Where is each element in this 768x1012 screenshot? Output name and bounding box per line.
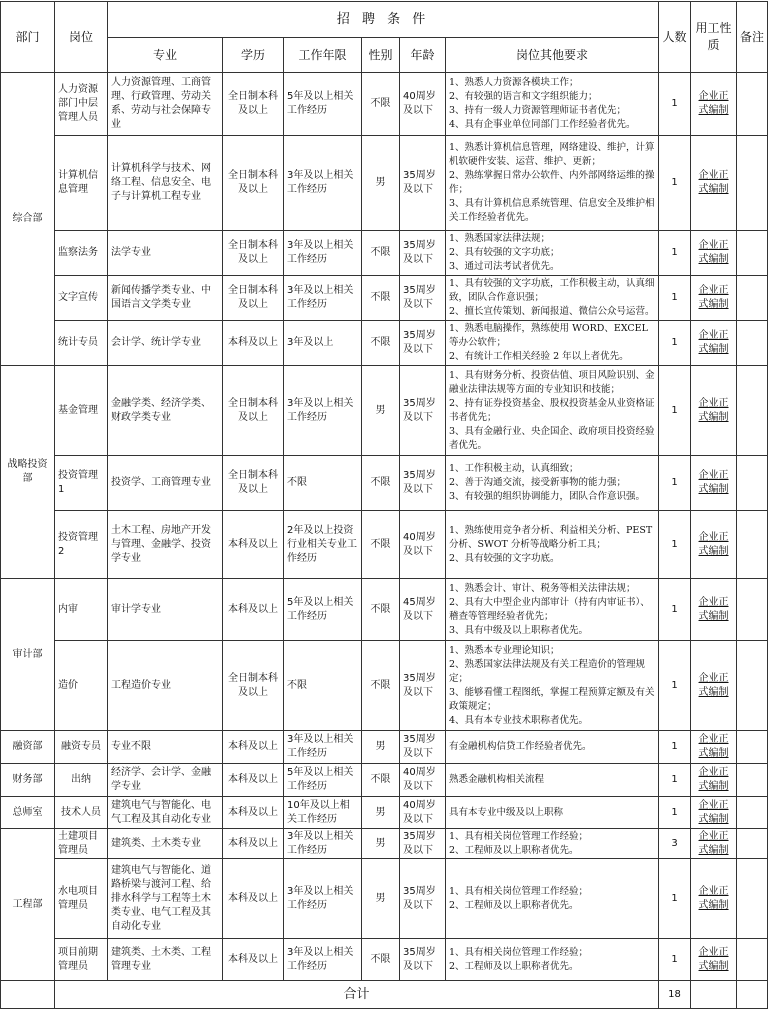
employment-type-cell: 企业正式编制	[691, 829, 737, 859]
table-row	[1, 859, 768, 939]
major-cell: 建筑类、土木类、工程管理专业	[108, 939, 223, 981]
requirement-line: 1、工作积极主动，认真细致；	[449, 463, 579, 474]
recruitment-table	[0, 1, 768, 1009]
work-years-cell: 3年及以上相关工作经历	[284, 231, 362, 276]
major-cell: 建筑类、土木类专业	[108, 829, 223, 859]
age-cell: 35周岁及以下	[400, 321, 446, 366]
header-headcount: 人数	[659, 2, 691, 73]
requirements-cell	[446, 73, 659, 136]
work-years-cell: 3年及以上相关工作经历	[284, 366, 362, 456]
work-years-cell: 不限	[284, 456, 362, 511]
requirements-cell	[446, 511, 659, 579]
major-cell: 建筑电气与智能化、电气工程及其自动化专业	[108, 797, 223, 829]
gender-cell: 男	[362, 136, 400, 231]
header-department: 部门	[1, 2, 55, 73]
work-years-cell: 2年及以上投资行业相关专业工作经历	[284, 511, 362, 579]
table-row	[1, 579, 768, 641]
gender-cell: 男	[362, 797, 400, 829]
education-cell: 全日制本科及以上	[223, 456, 284, 511]
work-years-cell: 3年及以上相关工作经历	[284, 136, 362, 231]
gender-cell: 不限	[362, 641, 400, 731]
requirement-line: 3、通过司法考试者优先。	[449, 261, 560, 272]
requirements-cell	[446, 276, 659, 321]
employment-type-cell: 企业正式编制	[691, 366, 737, 456]
requirement-line: 具有本专业中级及以上职称	[449, 806, 564, 818]
requirements-cell	[446, 231, 659, 276]
department-cell: 综合部	[1, 73, 55, 366]
headcount-cell: 1	[659, 731, 691, 764]
remark-cell	[737, 276, 768, 321]
header-other-requirements: 岗位其他要求	[446, 38, 659, 73]
requirement-line: 1、熟悉本专业理论知识；	[449, 644, 560, 656]
requirements-cell	[446, 641, 659, 731]
age-cell: 40周岁及以下	[400, 797, 446, 829]
gender-cell: 男	[362, 366, 400, 456]
position-cell: 监察法务	[55, 231, 108, 276]
employment-type-cell: 企业正式编制	[691, 511, 737, 579]
position-cell: 文字宣传	[55, 276, 108, 321]
gender-cell: 不限	[362, 321, 400, 366]
table-row	[1, 939, 768, 981]
headcount-cell: 1	[659, 641, 691, 731]
total-headcount: 18	[659, 981, 691, 1009]
gender-cell: 男	[362, 731, 400, 764]
work-years-cell: 5年及以上相关工作经历	[284, 579, 362, 641]
gender-cell: 不限	[362, 73, 400, 136]
table-row	[1, 731, 768, 764]
work-years-cell: 10年及以上相关工作经历	[284, 797, 362, 829]
headcount-cell: 1	[659, 231, 691, 276]
major-cell: 金融学类、经济学类、财政学类专业	[108, 366, 223, 456]
requirement-line: 2、工程师及以上职称者优先。	[449, 899, 579, 911]
education-cell: 本科及以上	[223, 764, 284, 797]
gender-cell: 不限	[362, 764, 400, 797]
major-cell: 投资学、工商管理专业	[108, 456, 223, 511]
header-work-years: 工作年限	[284, 38, 362, 73]
position-cell: 统计专员	[55, 321, 108, 366]
table-row	[1, 366, 768, 456]
major-cell: 审计学专业	[108, 579, 223, 641]
work-years-cell: 3年及以上相关工作经历	[284, 939, 362, 981]
remark-cell	[737, 136, 768, 231]
requirement-line: 1、具有较强的文字功底，工作积极主动，认真细致，团队合作意识强；	[449, 278, 655, 303]
major-cell: 专业不限	[108, 731, 223, 764]
remark-cell	[737, 366, 768, 456]
employment-type-cell: 企业正式编制	[691, 731, 737, 764]
employment-type-cell: 企业正式编制	[691, 276, 737, 321]
table-row	[1, 641, 768, 731]
remark-cell	[737, 641, 768, 731]
major-cell: 人力资源管理、工商管理、行政管理、劳动关系、劳动与社会保障专业	[108, 73, 223, 136]
requirement-line: 3、持有一级人力资源管理师证书者优先；	[449, 105, 627, 116]
table-body	[1, 73, 768, 981]
requirement-line: 1、熟悉电脑操作，熟练使用 WORD、EXCEL 等办公软件；	[449, 323, 648, 348]
table-row	[1, 321, 768, 366]
education-cell: 本科及以上	[223, 511, 284, 579]
remark-cell	[737, 731, 768, 764]
table-row	[1, 829, 768, 859]
headcount-cell: 1	[659, 73, 691, 136]
table-row	[1, 276, 768, 321]
header-conditions: 招 聘 条 件	[108, 2, 659, 38]
requirements-cell	[446, 731, 659, 764]
headcount-cell: 1	[659, 321, 691, 366]
age-cell: 35周岁及以下	[400, 859, 446, 939]
education-cell: 本科及以上	[223, 797, 284, 829]
table-row	[1, 456, 768, 511]
total-row	[1, 981, 768, 1009]
headcount-cell: 1	[659, 511, 691, 579]
requirement-line: 2、工程师及以上职称者优先。	[449, 960, 579, 972]
major-cell: 新闻传播学类专业、中国语言文学类专业	[108, 276, 223, 321]
age-cell: 35周岁及以下	[400, 641, 446, 731]
department-cell: 融资部	[1, 731, 55, 764]
requirements-cell	[446, 859, 659, 939]
education-cell: 本科及以上	[223, 321, 284, 366]
age-cell: 35周岁及以下	[400, 366, 446, 456]
age-cell: 35周岁及以下	[400, 231, 446, 276]
requirements-cell	[446, 136, 659, 231]
education-cell: 全日制本科及以上	[223, 276, 284, 321]
age-cell: 40周岁及以下	[400, 764, 446, 797]
requirement-line: 1、具有财务分析、投资估值、项目风险识别、金融业法律法规等方面的专业知识和技能；	[449, 369, 655, 395]
headcount-cell: 1	[659, 764, 691, 797]
header-education: 学历	[223, 38, 284, 73]
header-remarks: 备注	[737, 2, 768, 73]
department-cell: 战略投资部	[1, 366, 55, 579]
total-remark-empty	[737, 981, 768, 1009]
requirement-line: 2、持有证券投资基金、股权投资基金从业资格证书者优先；	[449, 397, 655, 423]
remark-cell	[737, 231, 768, 276]
education-cell: 本科及以上	[223, 859, 284, 939]
department-cell: 总师室	[1, 797, 55, 829]
requirement-line: 2、有统计工作相关经验 2 年以上者优先。	[449, 351, 629, 362]
education-cell: 本科及以上	[223, 579, 284, 641]
table-row	[1, 136, 768, 231]
requirement-line: 1、熟悉计算机信息管理，网络建设、维护，计算机软硬件安装、运营、维护、更新；	[449, 142, 655, 167]
requirement-line: 2、具有较强的文字功底。	[449, 552, 560, 564]
requirements-cell	[446, 797, 659, 829]
education-cell: 全日制本科及以上	[223, 366, 284, 456]
major-cell: 经济学、会计学、金融学专业	[108, 764, 223, 797]
requirements-cell	[446, 579, 659, 641]
position-cell: 技术人员	[55, 797, 108, 829]
header-position: 岗位	[55, 2, 108, 73]
remark-cell	[737, 456, 768, 511]
header-age: 年龄	[400, 38, 446, 73]
gender-cell: 不限	[362, 231, 400, 276]
department-cell: 审计部	[1, 579, 55, 731]
employment-type-cell: 企业正式编制	[691, 579, 737, 641]
department-cell: 工程部	[1, 829, 55, 981]
remark-cell	[737, 859, 768, 939]
requirements-cell	[446, 366, 659, 456]
requirement-line: 2、工程师及以上职称者优先。	[449, 844, 579, 856]
remark-cell	[737, 579, 768, 641]
remark-cell	[737, 829, 768, 859]
requirement-line: 2、善于沟通交流，接受新事物的能力强；	[449, 477, 627, 488]
education-cell: 全日制本科及以上	[223, 231, 284, 276]
employment-type-cell: 企业正式编制	[691, 797, 737, 829]
requirement-line: 1、熟悉会计、审计、税务等相关法律法规；	[449, 582, 636, 594]
requirement-line: 4、具有本专业技术职称者优先。	[449, 714, 589, 726]
position-cell: 土建项目管理员	[55, 829, 108, 859]
requirement-line: 2、熟练掌握日常办公软件、内外部网络运维的操作；	[449, 170, 655, 195]
work-years-cell: 不限	[284, 641, 362, 731]
headcount-cell: 1	[659, 939, 691, 981]
requirement-line: 1、熟练使用竞争者分析、利益相关分析、PEST 分析、SWOT 分析等战略分析工具；	[449, 524, 653, 550]
position-cell: 出纳	[55, 764, 108, 797]
header-gender: 性别	[362, 38, 400, 73]
table-row	[1, 511, 768, 579]
age-cell: 35周岁及以下	[400, 136, 446, 231]
requirement-line: 熟悉金融机构相关流程	[449, 774, 545, 785]
work-years-cell: 5年及以上相关工作经历	[284, 73, 362, 136]
position-cell: 造价	[55, 641, 108, 731]
gender-cell: 男	[362, 829, 400, 859]
gender-cell: 不限	[362, 939, 400, 981]
position-cell: 基金管理	[55, 366, 108, 456]
header-major: 专业	[108, 38, 223, 73]
major-cell: 工程造价专业	[108, 641, 223, 731]
work-years-cell: 5年及以上相关工作经历	[284, 764, 362, 797]
age-cell: 40周岁及以下	[400, 511, 446, 579]
position-cell: 投资管理1	[55, 456, 108, 511]
requirement-line: 1、具有相关岗位管理工作经验；	[449, 946, 589, 958]
table-row	[1, 73, 768, 136]
work-years-cell: 3年及以上	[284, 321, 362, 366]
requirement-line: 4、具有企事业单位同部门工作经验者优先。	[449, 119, 636, 130]
education-cell: 全日制本科及以上	[223, 73, 284, 136]
gender-cell: 不限	[362, 579, 400, 641]
requirement-line: 1、熟悉国家法律法规；	[449, 233, 551, 244]
remark-cell	[737, 511, 768, 579]
employment-type-cell: 企业正式编制	[691, 231, 737, 276]
education-cell: 全日制本科及以上	[223, 641, 284, 731]
total-empty-cell	[1, 981, 55, 1009]
requirements-cell	[446, 321, 659, 366]
requirement-line: 2、有较强的语言和文字组织能力；	[449, 91, 598, 102]
total-label: 合计	[55, 981, 659, 1009]
requirement-line: 有金融机构信贷工作经验者优先。	[449, 741, 592, 752]
table-row	[1, 231, 768, 276]
remark-cell	[737, 797, 768, 829]
requirement-line: 1、具有相关岗位管理工作经验；	[449, 830, 589, 842]
position-cell: 内审	[55, 579, 108, 641]
gender-cell: 男	[362, 859, 400, 939]
major-cell: 计算机科学与技术、网络工程、信息安全、电子与计算机工程专业	[108, 136, 223, 231]
table-row	[1, 797, 768, 829]
major-cell: 会计学、统计学专业	[108, 321, 223, 366]
requirement-line: 3、具有计算机信息系统管理、信息安全及维护相关工作经验者优先。	[449, 198, 655, 223]
headcount-cell: 1	[659, 366, 691, 456]
requirement-line: 2、具有大中型企业内部审计（持有内审证书）、稽查等管理经验者优先；	[449, 596, 650, 622]
major-cell: 土木工程、房地产开发与管理、金融学、投资学专业	[108, 511, 223, 579]
table-row	[1, 764, 768, 797]
employment-type-cell: 企业正式编制	[691, 73, 737, 136]
headcount-cell: 1	[659, 276, 691, 321]
major-cell: 建筑电气与智能化、道路桥梁与渡河工程、给排水科学与工程等土木类专业、电气工程及其自动化专业	[108, 859, 223, 939]
requirements-cell	[446, 829, 659, 859]
requirement-line: 3、具有金融行业、央企国企、政府项目投资经验者优先。	[449, 425, 655, 451]
remark-cell	[737, 939, 768, 981]
employment-type-cell: 企业正式编制	[691, 764, 737, 797]
requirement-line: 2、具有较强的文字功底；	[449, 247, 560, 258]
position-cell: 水电项目管理员	[55, 859, 108, 939]
requirements-cell	[446, 764, 659, 797]
position-cell: 计算机信息管理	[55, 136, 108, 231]
requirement-line: 3、能够看懂工程图纸，掌握工程预算定额及有关政策规定；	[449, 686, 655, 712]
gender-cell: 不限	[362, 456, 400, 511]
requirement-line: 2、擅长宣传策划、新闻报道、微信公众号运营。	[449, 306, 655, 317]
employment-type-cell: 企业正式编制	[691, 321, 737, 366]
education-cell: 本科及以上	[223, 939, 284, 981]
work-years-cell: 3年及以上相关工作经历	[284, 859, 362, 939]
requirement-line: 3、有较强的组织协调能力，团队合作意识强。	[449, 491, 646, 502]
requirement-line: 1、具有相关岗位管理工作经验；	[449, 885, 589, 897]
employment-type-cell: 企业正式编制	[691, 859, 737, 939]
employment-type-cell: 企业正式编制	[691, 939, 737, 981]
education-cell: 本科及以上	[223, 829, 284, 859]
age-cell: 45周岁及以下	[400, 579, 446, 641]
age-cell: 35周岁及以下	[400, 829, 446, 859]
requirement-line: 2、熟悉国家法律法规及有关工程造价的管理规定；	[449, 658, 646, 684]
employment-type-cell: 企业正式编制	[691, 456, 737, 511]
requirement-line: 1、熟悉人力资源各模块工作；	[449, 77, 579, 88]
headcount-cell: 1	[659, 456, 691, 511]
age-cell: 35周岁及以下	[400, 276, 446, 321]
remark-cell	[737, 764, 768, 797]
position-cell: 项目前期管理员	[55, 939, 108, 981]
education-cell: 本科及以上	[223, 731, 284, 764]
major-cell: 法学专业	[108, 231, 223, 276]
requirement-line: 3、具有中级及以上职称者优先。	[449, 624, 589, 636]
work-years-cell: 3年及以上相关工作经历	[284, 731, 362, 764]
age-cell: 35周岁及以下	[400, 731, 446, 764]
education-cell: 全日制本科及以上	[223, 136, 284, 231]
headcount-cell: 1	[659, 136, 691, 231]
department-cell: 财务部	[1, 764, 55, 797]
remark-cell	[737, 321, 768, 366]
employment-type-cell: 企业正式编制	[691, 641, 737, 731]
work-years-cell: 3年及以上相关工作经历	[284, 276, 362, 321]
remark-cell	[737, 73, 768, 136]
headcount-cell: 1	[659, 579, 691, 641]
headcount-cell: 1	[659, 859, 691, 939]
requirements-cell	[446, 939, 659, 981]
gender-cell: 不限	[362, 511, 400, 579]
gender-cell: 不限	[362, 276, 400, 321]
employment-type-cell: 企业正式编制	[691, 136, 737, 231]
age-cell: 35周岁及以下	[400, 939, 446, 981]
header-employment-type: 用工性质	[691, 2, 737, 73]
position-cell: 人力资源部门中层管理人员	[55, 73, 108, 136]
headcount-cell: 1	[659, 797, 691, 829]
position-cell: 投资管理2	[55, 511, 108, 579]
total-type-empty	[691, 981, 737, 1009]
requirements-cell	[446, 456, 659, 511]
headcount-cell: 3	[659, 829, 691, 859]
work-years-cell: 3年及以上相关工作经历	[284, 829, 362, 859]
age-cell: 40周岁及以下	[400, 73, 446, 136]
age-cell: 35周岁及以下	[400, 456, 446, 511]
position-cell: 融资专员	[55, 731, 108, 764]
